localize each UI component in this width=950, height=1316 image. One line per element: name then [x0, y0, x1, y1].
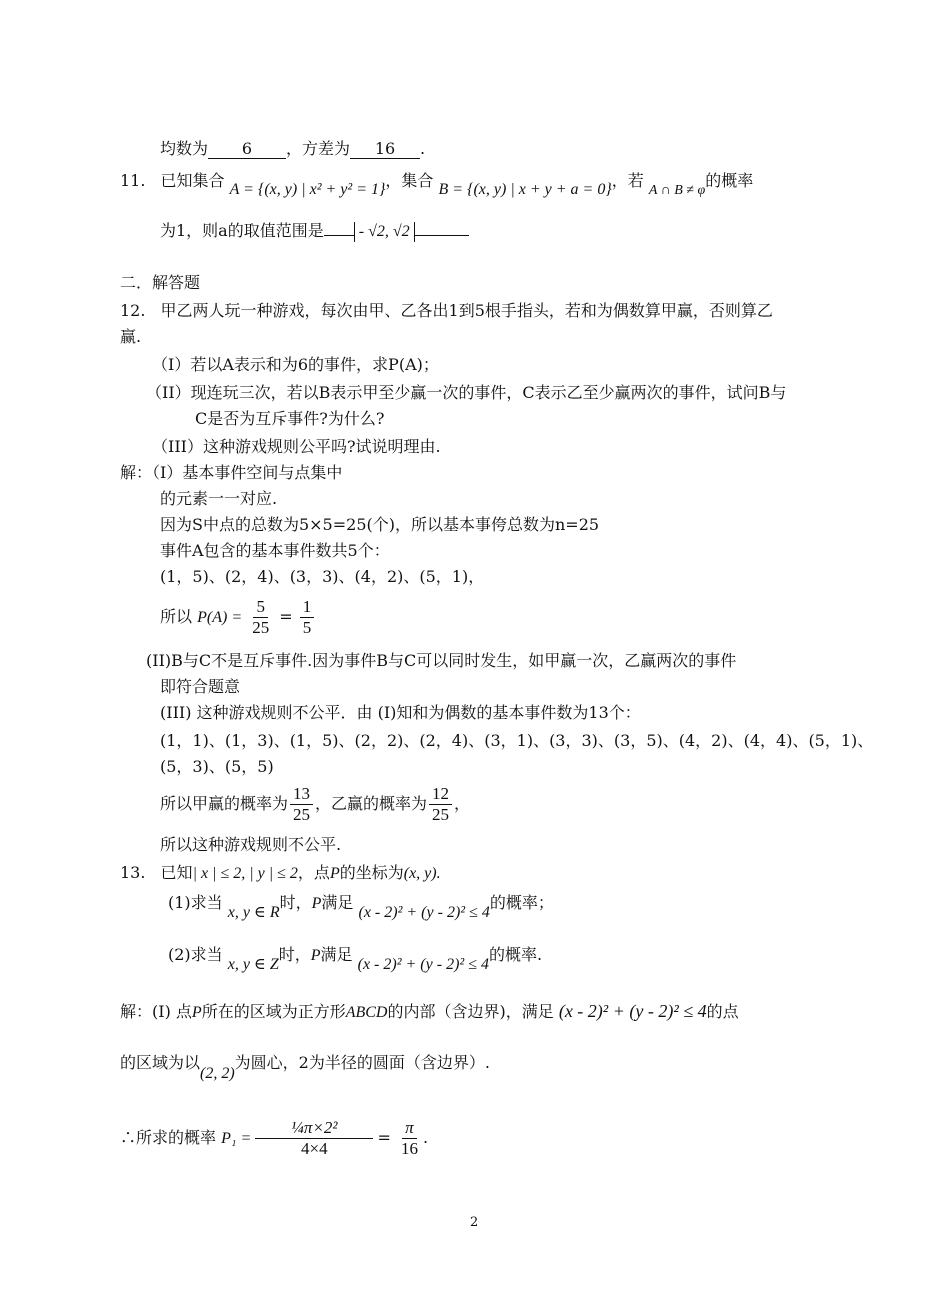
math-square: ABCD — [345, 1004, 388, 1021]
math-inequality: (x - 2)² + (y - 2)² ≤ 4 — [558, 1001, 707, 1021]
math-condition: | x | ≤ 2, | y | ≤ 2 — [192, 865, 298, 882]
fraction — [429, 784, 452, 825]
page-number: 2 — [470, 1215, 479, 1230]
sol12-line: 的元素一一对应. — [160, 489, 278, 508]
denominator: 16 — [400, 1139, 418, 1158]
sol13-line2 — [120, 1052, 490, 1082]
fraction — [300, 597, 315, 638]
text: ，集合 — [385, 171, 434, 190]
text: 所以 — [160, 607, 193, 626]
math-var: P — [191, 1004, 202, 1021]
equals: = — [377, 1128, 391, 1147]
sol12-win — [160, 782, 470, 826]
text: (2)求当 — [168, 945, 223, 964]
text: 的区域为以 — [120, 1053, 201, 1072]
variance-answer: 16 — [350, 140, 420, 159]
text: 的概率； — [489, 893, 554, 912]
text: 时， — [279, 893, 312, 912]
text: 的内部（含边界)，满足 — [387, 1002, 554, 1021]
math-coords: (x, y). — [403, 865, 441, 882]
math-set-a: A = {(x, y) | x² + y² = 1} — [229, 181, 386, 198]
fraction — [249, 597, 272, 638]
text: 的概率 — [705, 171, 754, 190]
text: 时， — [278, 945, 311, 964]
sol12-pa — [160, 595, 316, 640]
q12-part1: （I）若以A表示和为6的事件，求P(A)； — [152, 355, 439, 374]
denominator: 5 — [302, 618, 312, 637]
denominator: 25 — [293, 805, 311, 824]
q12-stem — [120, 300, 773, 322]
text: 的点 — [706, 1002, 739, 1021]
text: 为1，则a的取值范围是 — [160, 221, 324, 240]
math-lhs: P(A) = — [197, 609, 243, 626]
text: ，若 — [611, 171, 644, 190]
sol12-line: 因为S中点的总数为5×5=25(个)，所以基本事侉总数为n=25 — [160, 515, 600, 534]
q12-part3: （III）这种游戏规则公平吗?试说明理由. — [152, 437, 441, 456]
q13-stem — [120, 862, 441, 885]
text: 满足 — [321, 893, 354, 912]
sol12-pairs: (1，1)、(1，3)、(1，5)、(2，2)、(2，4)、(3，1)、(3，3)、(3，5)、(4，2)、(4，4)、(5，1)、 — [160, 731, 874, 750]
question-number: 11. — [120, 171, 146, 190]
question-number: 13. — [120, 863, 146, 882]
question-number: 12. — [120, 301, 146, 320]
text: ，点 — [297, 863, 330, 882]
text: (1)求当 — [168, 893, 223, 912]
text: ∴所求的概率 — [120, 1128, 217, 1147]
math-set-b: B = {(x, y) | x + y + a = 0} — [438, 181, 612, 198]
text: ， — [454, 794, 471, 813]
numerator: 13 — [290, 784, 313, 805]
q10-tail — [160, 138, 425, 160]
q12-part2: （II）现连玩三次，若以B表示甲至少赢一次的事件，C表示乙至少赢两次的事件，试问B与 — [146, 383, 787, 402]
sol12-head: 解：（I）基本事件空间与点集中 — [120, 463, 343, 482]
numerator: π — [402, 1118, 417, 1139]
text: 均数为 — [160, 139, 209, 158]
equals: = — [279, 607, 293, 626]
sol12-line: 事件A包含的基本事件数共5个： — [160, 541, 390, 560]
denominator: 4×4 — [301, 1139, 328, 1158]
sol13-line3 — [120, 1108, 428, 1169]
math-domain: x, y ∈ Z — [227, 956, 279, 973]
math-center: (2, 2) — [200, 1065, 235, 1082]
q11-line1 — [120, 170, 754, 198]
math-var: P — [329, 865, 340, 882]
numerator: 12 — [429, 784, 452, 805]
text: . — [422, 1128, 429, 1147]
math-inequality: (x - 2)² + (y - 2)² ≤ 4 — [358, 904, 490, 921]
text: 的概率. — [488, 945, 543, 964]
q12-stem-cont: 赢. — [120, 327, 142, 346]
text: 已知 — [160, 863, 193, 882]
math-inequality: (x - 2)² + (y - 2)² ≤ 4 — [357, 956, 489, 973]
math-lhs: P₁ = — [221, 1130, 252, 1147]
q11-line2 — [160, 220, 469, 242]
fraction — [290, 784, 313, 825]
text: ，方差为 — [286, 139, 351, 158]
math-domain: x, y ∈ R — [227, 904, 280, 921]
text: 所在的区域为正方形 — [201, 1002, 346, 1021]
sol13-line1 — [120, 1000, 739, 1024]
text: ，乙赢的概率为 — [315, 794, 428, 813]
text: 甲乙两人玩一种游戏，每次由甲、乙各出1到5根手指头，若和为偶数算甲赢，否则算乙 — [160, 301, 773, 320]
text: 已知集合 — [160, 171, 225, 190]
sol12-conclusion: 所以这种游戏规则不公平. — [160, 835, 342, 854]
numerator: ¼π×2² — [255, 1118, 373, 1139]
math-var: P — [310, 947, 321, 964]
math-condition: A ∩ B ≠ φ — [648, 183, 706, 198]
mean-answer: 6 — [208, 140, 286, 159]
q13-part1 — [168, 892, 554, 921]
numerator: 1 — [300, 597, 315, 618]
sol12-part2: (II)B与C不是互斥事件.因为事件B与C可以同时发生，如甲赢一次，乙赢两次的事件 — [146, 651, 737, 670]
fraction — [398, 1118, 421, 1159]
q13-part2 — [168, 944, 543, 973]
sol12-pairs: (5，3)、(5，5) — [160, 757, 274, 776]
denominator: 25 — [252, 618, 270, 637]
text: 满足 — [320, 945, 353, 964]
fraction — [258, 1118, 370, 1159]
text: 解：(Ⅰ) 点 — [120, 1002, 192, 1021]
math-var: P — [311, 895, 322, 912]
text: 所以甲赢的概率为 — [160, 794, 289, 813]
q12-part2-cont: C是否为互斥事件?为什么? — [195, 409, 385, 428]
denominator: 25 — [432, 805, 450, 824]
section-heading: 二．解答题 — [120, 273, 201, 292]
text: 的坐标为 — [339, 863, 404, 882]
sol12-line: (1，5)、(2，4)、(3，3)、(4，2)、(5，1)， — [160, 567, 485, 586]
sol12-part3: (III) 这种游戏规则不公平．由 (Ⅰ)知和为偶数的基本事件数为13个： — [160, 703, 641, 722]
sol12-part2-cont: 即符合题意 — [160, 677, 241, 696]
text: 为圆心，2为半径的圆面（含边界）. — [234, 1053, 490, 1072]
numerator: 5 — [253, 597, 268, 618]
text: . — [420, 139, 426, 158]
interval-answer: - √2, √2 — [354, 222, 415, 242]
